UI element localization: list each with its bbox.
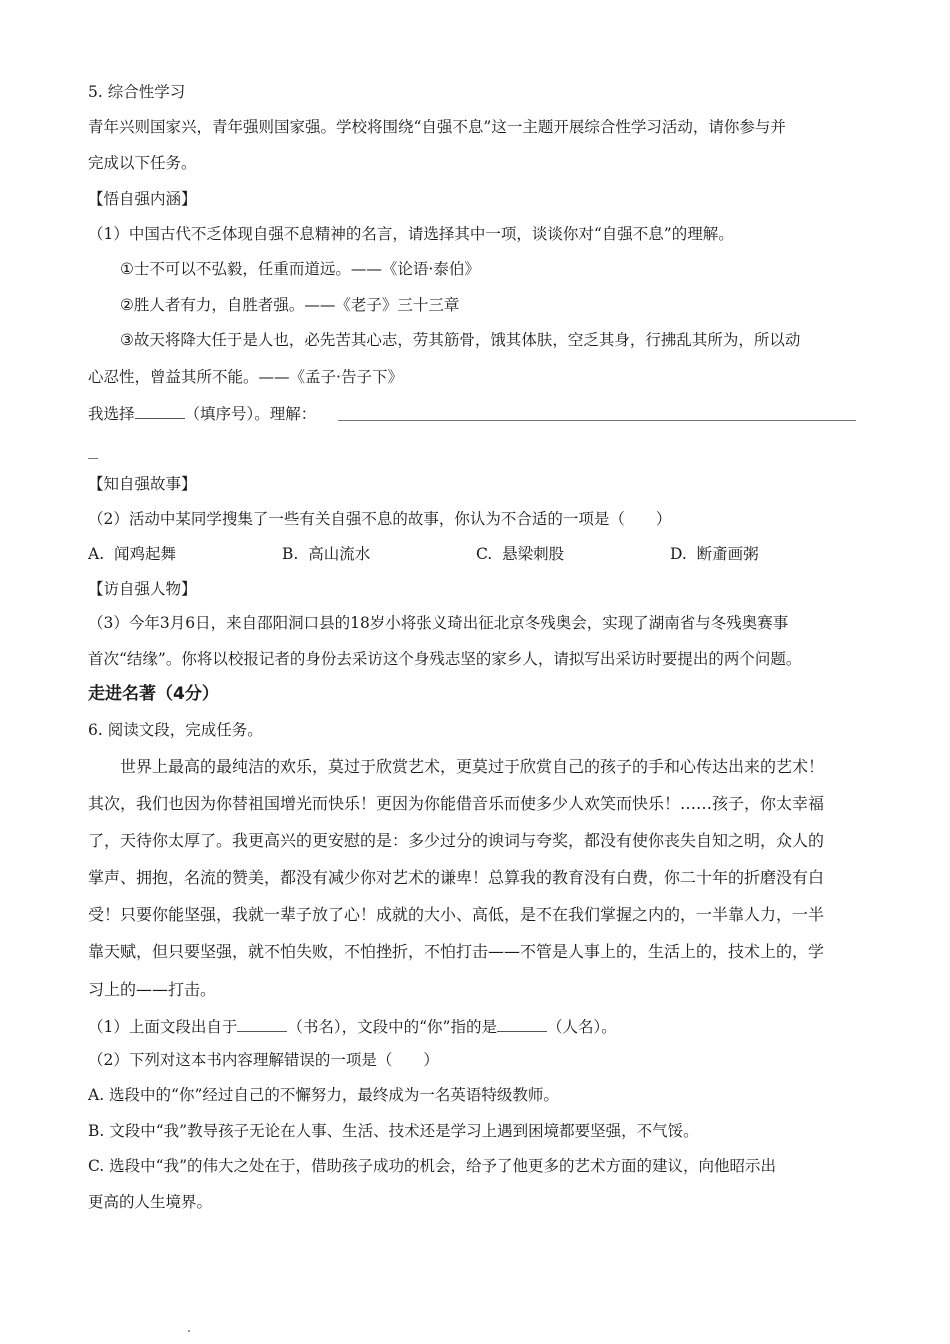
q6-task-2: （2）下列对这本书内容理解错误的一项是（ ） xyxy=(88,1051,439,1069)
task-3-prompt-line-1: （3）今年3月6日，来自邵阳洞口县的18岁小将张义琦出征北京冬残奥会，实现了湖南省与冬残奥赛事 xyxy=(88,614,789,632)
option-d-letter: D. xyxy=(670,545,687,563)
answer-understanding-blank-cont[interactable] xyxy=(88,458,98,459)
q6-task-1-suffix: （人名）。 xyxy=(546,1018,617,1036)
passage-line-3: 了，天待你太厚了。我更高兴的更安慰的是：多少过分的谀词与夸奖，都没有使你丧失自知之明，众人的 xyxy=(88,831,825,850)
option-d-text: 断齑画粥 xyxy=(696,545,759,563)
q6-task-1 xyxy=(88,1015,617,1038)
option-b-letter: B. xyxy=(282,545,299,563)
book-name-blank[interactable] xyxy=(237,1015,287,1032)
quote-2-source: ——《老子》三十三章 xyxy=(304,296,460,314)
option-a[interactable] xyxy=(88,543,176,565)
q6-option-b[interactable]: B. 文段中“我”教导孩子无论在人事、生活、技术还是学习上遇到困境都要坚强，不气馁。 xyxy=(88,1122,699,1140)
question-5-intro-line-1: 青年兴则国家兴，青年强则国家强。学校将围绕“自强不息”这一主题开展综合性学习活动，请你参与并 xyxy=(88,118,786,136)
answer-prefix: 我选择 xyxy=(88,405,135,423)
option-b-text: 高山流水 xyxy=(308,545,371,563)
question-6-title: 6. 阅读文段，完成任务。 xyxy=(88,721,263,739)
section-heading-3: 【访自强人物】 xyxy=(88,580,197,598)
quote-1 xyxy=(120,258,480,280)
option-d[interactable] xyxy=(670,543,759,565)
quote-3-line-1 xyxy=(120,329,800,351)
option-c[interactable] xyxy=(476,543,564,565)
passage-line-5: 受！只要你能坚强，我就一辈子放了心！成就的大小、高低，是不在我们掌握之内的，一半靠人力，一半 xyxy=(88,905,825,924)
section-title-classics: 走进名著（4分） xyxy=(88,684,219,704)
section-heading-1: 【悟自强内涵】 xyxy=(88,190,197,208)
answer-understanding-blank[interactable] xyxy=(338,420,856,421)
passage-line-4: 掌声、拥抱，名流的赞美，都没有减少你对艺术的谦卑！总算我的教育没有白费，你二十年的折磨没有白 xyxy=(88,868,825,887)
quote-2-text: ②胜人者有力，自胜者强。 xyxy=(120,296,305,314)
quote-2 xyxy=(120,294,459,316)
passage-line-6: 靠天赋，但只要坚强，就不怕失败，不怕挫折，不怕打击——不管是人事上的，生活上的，技术上的，学 xyxy=(88,942,825,961)
passage-line-1: 世界上最高的最纯洁的欢乐，莫过于欣赏艺术，更莫过于欣赏自己的孩子的手和心传达出来的艺术！ xyxy=(120,757,825,776)
question-5-intro-line-2: 完成以下任务。 xyxy=(88,154,197,172)
task-1-prompt: （1）中国古代不乏体现自强不息精神的名言，请选择其中一项，谈谈你对“自强不息”的理解。 xyxy=(88,225,734,243)
q6-option-c-line-1[interactable]: C. 选段中“我”的伟大之处在于，借助孩子成功的机会，给予了他更多的艺术方面的建议，向他昭示出 xyxy=(88,1157,777,1175)
section-heading-2: 【知自强故事】 xyxy=(88,475,197,493)
quote-3-text-2: 心忍性，曾益其所不能。 xyxy=(88,368,259,386)
answer-line xyxy=(88,402,316,425)
answer-number-blank[interactable] xyxy=(135,402,185,419)
option-a-letter: A. xyxy=(88,545,105,563)
person-name-blank[interactable] xyxy=(497,1015,547,1032)
option-c-letter: C. xyxy=(476,545,493,563)
passage-line-2: 其次，我们也因为你替祖国增光而快乐！更因为你能借音乐而使多少人欢笑而快乐！……孩子，你太幸福 xyxy=(88,794,825,813)
footer-mark xyxy=(188,1330,190,1332)
passage-line-7: 习上的——打击。 xyxy=(88,980,217,999)
answer-mid: （填序号）。理解： xyxy=(184,405,317,423)
q6-task-1-mid: （书名），文段中的“你”指的是 xyxy=(287,1018,497,1036)
quote-1-source: ——《论语·泰伯》 xyxy=(350,260,480,278)
quote-3-text-1: ③故天将降大任于是人也，必先苦其心志，劳其筋骨，饿其体肤，空乏其身，行拂乱其所为，所以动 xyxy=(120,331,801,349)
q6-option-c-line-2[interactable]: 更高的人生境界。 xyxy=(88,1193,213,1211)
q6-option-a[interactable]: A. 选段中的“你”经过自己的不懈努力，最终成为一名英语特级教师。 xyxy=(88,1086,559,1104)
option-a-text: 闻鸡起舞 xyxy=(113,545,176,563)
quote-3-line-2 xyxy=(88,366,403,388)
option-b[interactable] xyxy=(282,543,370,565)
task-3-prompt-line-2: 首次“结缘”。你将以校报记者的身份去采访这个身残志坚的家乡人，请拟写出采访时要提出的两个问题。 xyxy=(88,650,802,668)
option-c-text: 悬梁刺股 xyxy=(502,545,565,563)
task-2-prompt: （2）活动中某同学搜集了一些有关自强不息的故事，你认为不合适的一项是（ ） xyxy=(88,510,672,528)
q6-task-1-prefix: （1）上面文段出自于 xyxy=(88,1018,238,1036)
quote-1-text: ①士不可以不弘毅，任重而道远。 xyxy=(120,260,351,278)
question-5-title: 5. 综合性学习 xyxy=(88,83,186,101)
quote-3-source: ——《孟子·告子下》 xyxy=(258,368,403,386)
